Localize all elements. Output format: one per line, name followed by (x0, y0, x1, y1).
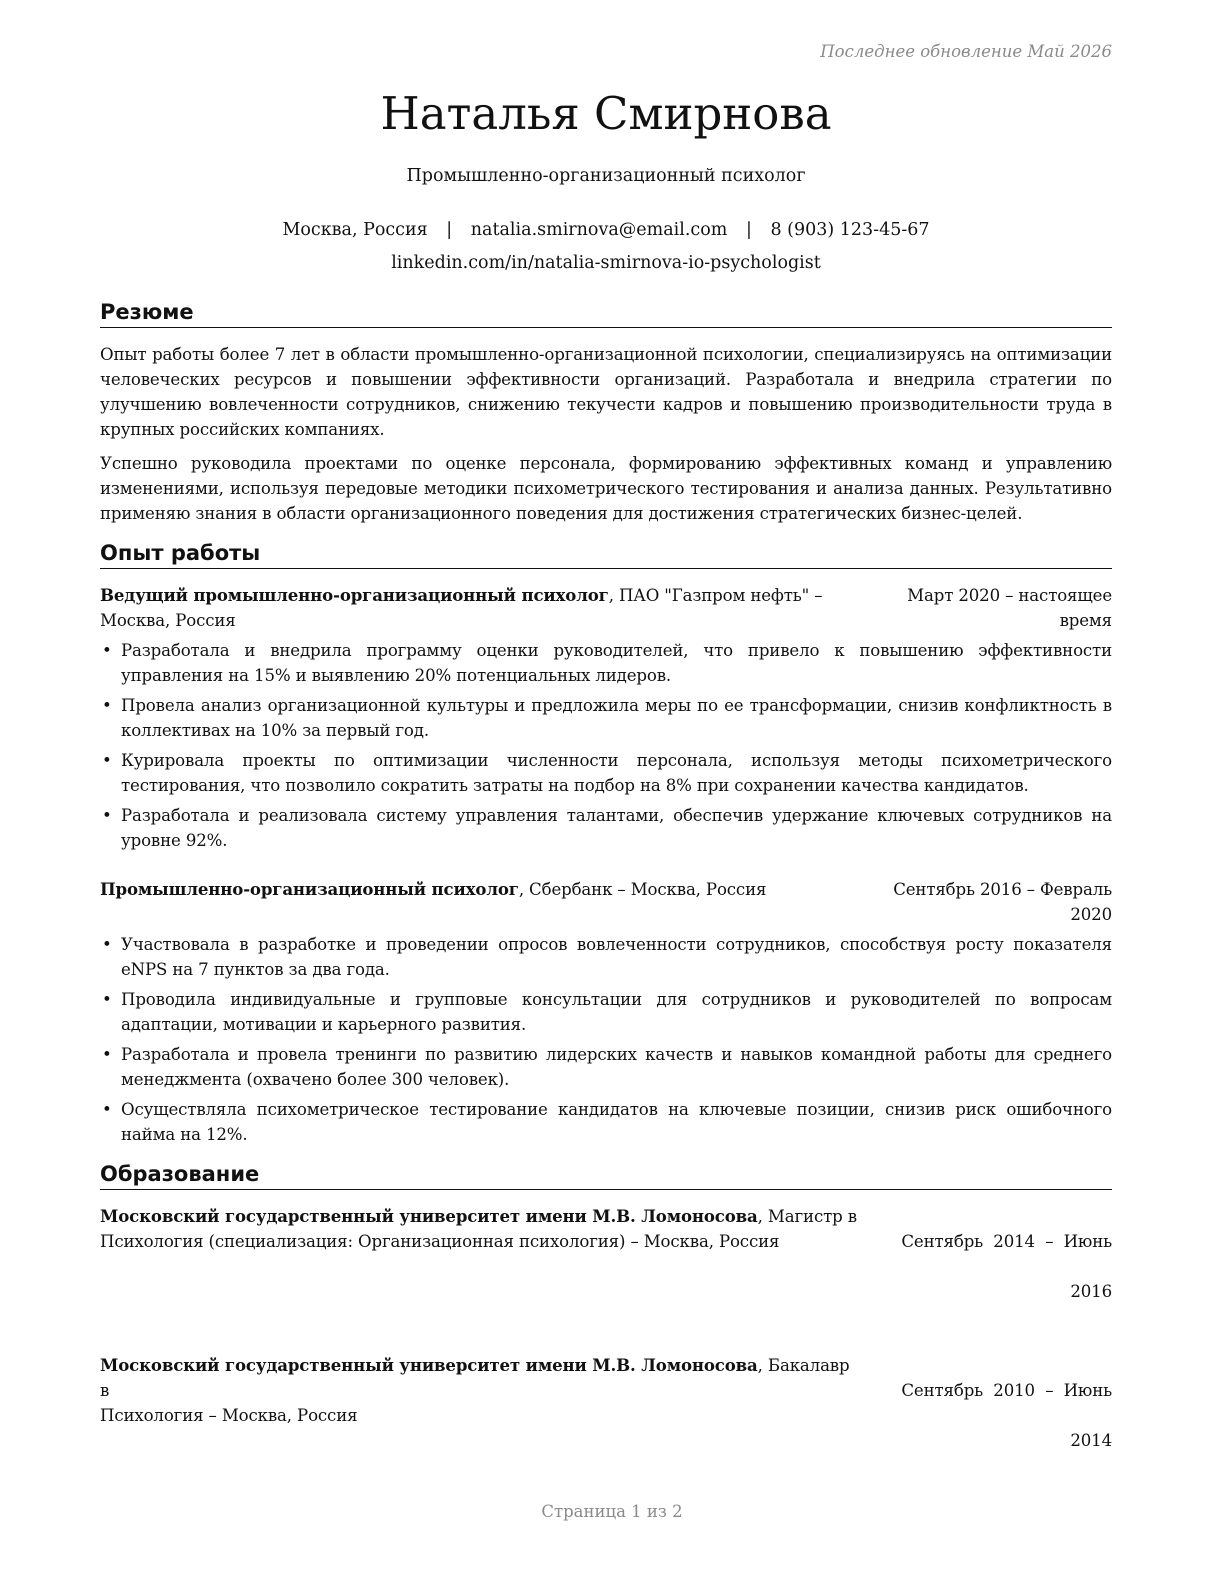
education-entry (100, 1204, 1112, 1329)
education-institution: Московский государственный университет имени М.В. Ломоносова (100, 1206, 758, 1226)
job-bullet: • Провела анализ организационной культуры и предложила меры по ее трансформации, снизив конфликтность в коллективах на 10% за первый год. (100, 693, 1112, 743)
contact-linkedin[interactable]: linkedin.com/in/natalia-smirnova-io-psychologist (391, 253, 821, 273)
education-degree: , Бакалавр в (100, 1356, 850, 1400)
education-institution: Московский государственный университет имени М.В. Ломоносова (100, 1355, 758, 1375)
contact-line (100, 218, 1112, 242)
candidate-name: Наталья Смирнова (380, 87, 832, 140)
job-bullet: • Разработала и реализовала систему управления талантами, обеспечив удержание ключевых сотрудников на уровне 92%. (100, 803, 1112, 853)
contact-separator: | (745, 220, 752, 240)
job-entry (100, 583, 1112, 853)
job-title-line (100, 583, 907, 633)
education-degree: , Магистр в (757, 1207, 857, 1226)
contact-email[interactable]: natalia.smirnova@email.com (470, 220, 728, 240)
education-dates (860, 1204, 1112, 1329)
contact-phone: 8 (903) 123-45-67 (770, 220, 930, 240)
job-bullet: • Осуществляла психометрическое тестирование кандидатов на ключевые позиции, снизив риск ошибочного найма на 12%. (100, 1097, 1112, 1147)
job-bullets (100, 638, 1112, 853)
job-bullet: • Разработала и провела тренинги по развитию лидерских качеств и навыков командной работы для среднего менеджмента (охвачено более 300 человек). (100, 1042, 1112, 1092)
job-role: Промышленно-организационный психолог (100, 879, 519, 899)
section-title-experience: Опыт работы (100, 540, 1112, 569)
job-header (100, 877, 1112, 927)
job-employer: , ПАО "Газпром нефть" – (608, 586, 823, 605)
section-title-education: Образование (100, 1161, 1112, 1190)
education-dates-end: 2016 (1070, 1282, 1112, 1301)
education-entry (100, 1353, 1112, 1478)
education-dates-end: 2014 (1070, 1431, 1112, 1450)
summary-paragraph: Успешно руководила проектами по оценке персонала, формированию эффективных команд и управлению изменениями, используя передовые методики психометрического тестирования и анализа данных. Результативно применяю знания в области организационного поведения для достижения стратегических бизнес-целей. (100, 454, 1112, 523)
contact-location: Москва, Россия (282, 220, 428, 240)
education-details (100, 1353, 860, 1478)
job-dates-start: Сентябрь 2016 – Февраль (893, 880, 1112, 899)
job-header (100, 583, 1112, 633)
job-title-line (100, 877, 893, 927)
summary-section (100, 299, 1112, 526)
job-role: Ведущий промышленно-организационный психолог (100, 585, 609, 605)
job-dates-end: время (1059, 611, 1112, 630)
education-program: Психология (специализация: Организационная психология) – Москва, Россия (100, 1232, 780, 1251)
page-number: Страница 1 из 2 (541, 1502, 683, 1521)
job-bullet: • Курировала проекты по оптимизации численности персонала, используя методы психометрического тестирования, что позволило сократить затраты на подбор на 8% при сохранении качества кандидатов. (100, 748, 1112, 798)
experience-section (100, 540, 1112, 1147)
job-entry (100, 877, 1112, 1147)
job-bullet: • Разработала и внедрила программу оценки руководителей, что привело к повышению эффективности управления на 15% и выявлению 20% потенциальных лидеров. (100, 638, 1112, 688)
job-dates-end: 2020 (1070, 905, 1112, 924)
education-dates (860, 1353, 1112, 1478)
job-dates (893, 877, 1112, 927)
job-location: Москва, Россия (100, 611, 236, 630)
job-dates-start: Март 2020 – настоящее (907, 586, 1112, 605)
summary-paragraph: Опыт работы более 7 лет в области промышленно-организационной психологии, специализируясь на оптимизации человеческих ресурсов и повышении эффективности организаций. Разработала и внедрила стратегии по улучшению вовлеченности сотрудников, снижению текучести кадров и повышению производительности труда в крупных российских компаниях. (100, 345, 1112, 439)
education-details (100, 1204, 860, 1329)
section-title-summary: Резюме (100, 299, 1112, 328)
job-bullet: • Участвовала в разработке и проведении опросов вовлеченности сотрудников, способствуя росту показателя eNPS на 7 пунктов за два года. (100, 932, 1112, 982)
education-section (100, 1161, 1112, 1478)
headline: Промышленно-организационный психолог (406, 166, 806, 186)
resume-page (100, 40, 1112, 1478)
job-bullets (100, 932, 1112, 1147)
job-employer: , Сбербанк – Москва, Россия (518, 880, 767, 899)
education-program: Психология – Москва, Россия (100, 1406, 358, 1425)
education-dates-start: Сентябрь 2014 – Июнь (901, 1232, 1112, 1251)
contact-separator: | (446, 220, 453, 240)
last-updated: Последнее обновление Май 2026 (820, 42, 1112, 61)
job-dates (907, 583, 1112, 633)
job-bullet: • Проводила индивидуальные и групповые консультации для сотрудников и руководителей по вопросам адаптации, мотивации и карьерного развития. (100, 987, 1112, 1037)
education-dates-start: Сентябрь 2010 – Июнь (901, 1381, 1112, 1400)
